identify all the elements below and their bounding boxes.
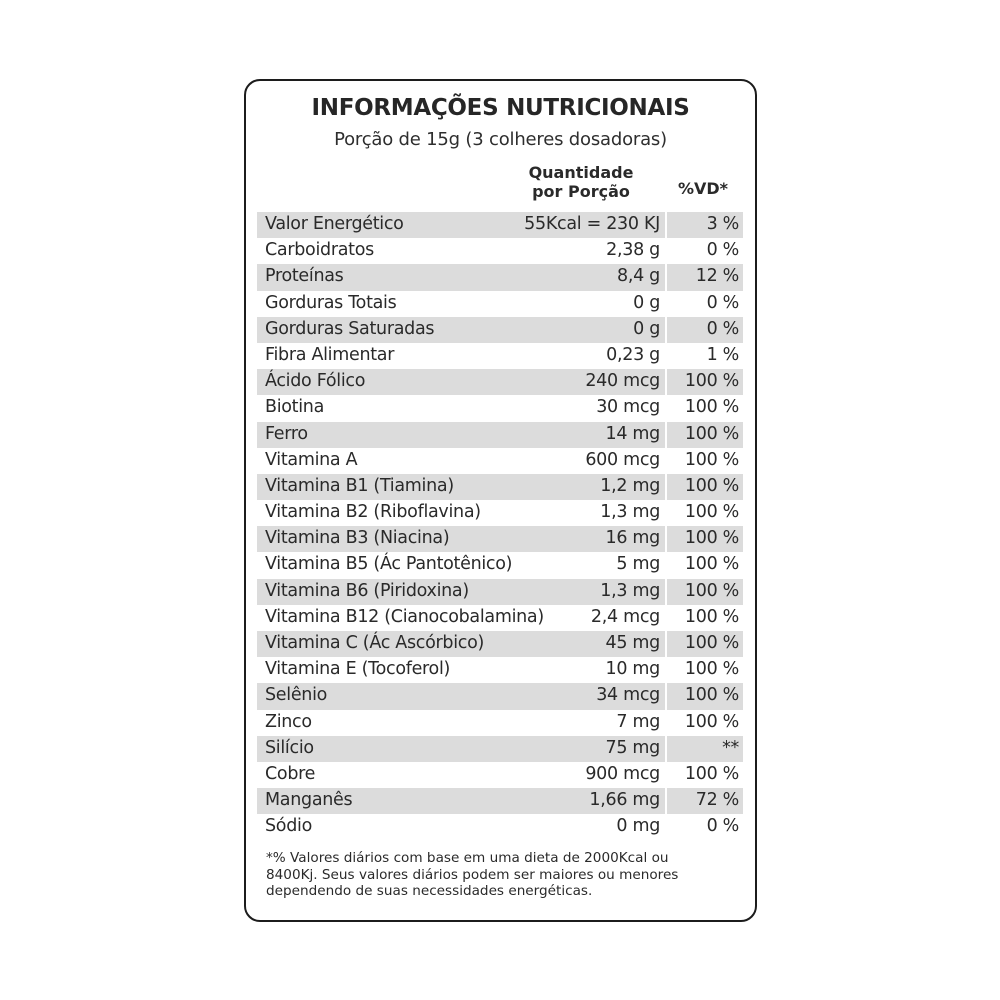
nutrient-name: Cobre [265, 763, 316, 784]
nutrient-name: Silício [265, 737, 314, 758]
nutrient-daily-value: 100 % [684, 475, 739, 496]
nutrient-daily-value: 0 % [706, 816, 739, 837]
table-row [257, 683, 743, 709]
column-divider [665, 631, 667, 657]
quantity-header-line2: por Porção [532, 182, 630, 201]
nutrient-quantity: 2,38 g [606, 240, 660, 261]
nutrient-name: Fibra Alimentar [265, 344, 395, 365]
nutrient-daily-value: 100 % [684, 502, 739, 523]
column-divider [665, 474, 667, 500]
nutrient-quantity: 0,23 g [606, 344, 660, 365]
nutrient-daily-value: 0 % [706, 318, 739, 339]
nutrient-quantity: 55Kcal = 230 KJ [524, 214, 660, 234]
column-divider [665, 788, 667, 814]
panel-title: INFORMAÇÕES NUTRICIONAIS [311, 95, 690, 121]
footnote-line: *% Valores diários com base em uma dieta de 2000Kcal ou [266, 850, 669, 866]
nutrient-quantity: 75 mg [605, 737, 660, 758]
column-divider [665, 343, 667, 369]
table-row [257, 631, 743, 657]
table-row [257, 552, 743, 578]
nutrient-name: Manganês [265, 790, 353, 811]
table-row [257, 500, 743, 526]
column-divider [665, 736, 667, 762]
nutrient-quantity: 2,4 mcg [590, 606, 660, 627]
column-divider [665, 683, 667, 709]
column-divider [665, 605, 667, 631]
nutrient-name: Biotina [265, 397, 325, 418]
table-row [257, 395, 743, 421]
table-row [257, 736, 743, 762]
table-row [257, 474, 743, 500]
table-row [257, 212, 743, 238]
nutrient-name: Vitamina B1 (Tiamina) [265, 475, 454, 496]
footnote-line: dependendo de suas necessidades energéticas. [266, 883, 593, 899]
column-divider [665, 500, 667, 526]
table-row [257, 369, 743, 395]
column-divider [665, 317, 667, 343]
nutrient-daily-value: 100 % [684, 763, 739, 784]
nutrient-quantity: 1,3 mg [600, 580, 660, 601]
column-divider [665, 395, 667, 421]
footnote-line: 8400Kj. Seus valores diários podem ser maiores ou menores [266, 866, 679, 883]
table-row [257, 238, 743, 264]
column-divider [665, 814, 667, 840]
nutrient-daily-value: 72 % [695, 790, 739, 811]
table-row [257, 343, 743, 369]
nutrient-daily-value: 1 % [706, 344, 739, 365]
nutrient-quantity: 0 mg [616, 816, 660, 837]
nutrient-daily-value: 3 % [706, 214, 739, 234]
nutrient-daily-value: 100 % [684, 528, 739, 549]
nutrient-daily-value: 100 % [684, 685, 739, 706]
column-divider [665, 212, 667, 238]
nutrient-daily-value: 0 % [706, 292, 739, 313]
table-row [257, 448, 743, 474]
nutrient-daily-value: 100 % [684, 397, 739, 418]
nutrient-daily-value: 100 % [684, 659, 739, 680]
nutrient-daily-value: 100 % [684, 371, 739, 392]
column-divider [665, 710, 667, 736]
nutrient-quantity: 34 mcg [596, 685, 660, 706]
column-divider [665, 657, 667, 683]
column-divider [665, 422, 667, 448]
nutrient-quantity: 900 mcg [585, 763, 660, 784]
column-divider [665, 238, 667, 264]
nutrient-quantity: 30 mcg [596, 397, 660, 418]
quantity-header-line1: Quantidade [528, 163, 634, 182]
nutrient-quantity: 600 mcg [585, 449, 660, 470]
nutrient-daily-value: 0 % [706, 240, 739, 261]
nutrient-quantity: 45 mg [605, 633, 660, 653]
nutrient-daily-value: 100 % [684, 580, 739, 601]
nutrient-name: Vitamina B2 (Riboflavina) [265, 502, 481, 523]
nutrient-quantity: 14 mg [605, 423, 660, 444]
table-row [257, 814, 743, 840]
column-divider [665, 264, 667, 290]
table-row [257, 526, 743, 552]
table-row [257, 657, 743, 683]
nutrient-quantity: 240 mcg [585, 371, 660, 392]
nutrient-name: Selênio [265, 685, 328, 706]
nutrient-name: Gorduras Saturadas [265, 318, 435, 339]
nutrient-quantity: 5 mg [616, 554, 660, 575]
nutrient-name: Vitamina C (Ác Ascórbico) [265, 633, 485, 653]
nutrient-name: Gorduras Totais [265, 292, 397, 313]
nutrient-name: Valor Energético [265, 214, 404, 234]
nutrient-name: Zinco [265, 711, 312, 732]
nutrient-name: Vitamina A [265, 449, 358, 470]
nutrient-name: Vitamina B6 (Piridoxina) [265, 580, 469, 601]
table-row [257, 605, 743, 631]
table-row [257, 291, 743, 317]
nutrient-quantity: 1,3 mg [600, 502, 660, 523]
column-divider [665, 762, 667, 788]
nutrient-daily-value: 100 % [684, 633, 739, 653]
nutrient-name: Carboidratos [265, 240, 374, 261]
column-divider [665, 579, 667, 605]
nutrient-name: Vitamina B12 (Cianocobalamina) [265, 606, 544, 627]
nutrient-daily-value: 100 % [684, 449, 739, 470]
nutrient-quantity: 1,66 mg [589, 790, 660, 811]
table-row [257, 710, 743, 736]
footnote [266, 850, 741, 900]
nutrient-name: Ácido Fólico [265, 371, 366, 392]
table-row [257, 317, 743, 343]
table-row [257, 579, 743, 605]
nutrient-daily-value: 100 % [684, 711, 739, 732]
column-divider [665, 526, 667, 552]
nutrient-quantity: 1,2 mg [600, 475, 660, 496]
nutrient-quantity: 0 g [633, 292, 660, 313]
nutrient-quantity: 10 mg [605, 659, 660, 680]
nutrient-quantity: 16 mg [605, 528, 660, 549]
quantity-column-header [516, 163, 646, 201]
column-divider [665, 448, 667, 474]
nutrient-name: Vitamina B5 (Ác Pantotênico) [265, 554, 513, 575]
column-divider [665, 369, 667, 395]
nutrient-name: Ferro [265, 423, 308, 444]
nutrient-daily-value: 12 % [695, 266, 739, 287]
table-row [257, 788, 743, 814]
portion-size: Porção de 15g (3 colheres dosadoras) [334, 129, 667, 150]
daily-value-column-header: %VD* [677, 179, 729, 198]
nutrient-name: Sódio [265, 816, 312, 837]
table-row [257, 264, 743, 290]
nutrient-daily-value: 100 % [684, 554, 739, 575]
column-divider [665, 552, 667, 578]
nutrient-daily-value: 100 % [684, 423, 739, 444]
column-divider [665, 291, 667, 317]
nutrient-name: Vitamina E (Tocoferol) [265, 659, 451, 680]
nutrient-quantity: 7 mg [616, 711, 660, 732]
nutrition-facts-panel [244, 79, 757, 922]
nutrient-name: Proteínas [265, 266, 344, 287]
nutrient-daily-value: 100 % [684, 606, 739, 627]
nutrient-quantity: 8,4 g [616, 266, 660, 287]
table-row [257, 422, 743, 448]
nutrient-daily-value: ** [722, 737, 739, 758]
nutrient-table [257, 212, 743, 841]
table-row [257, 762, 743, 788]
nutrient-quantity: 0 g [633, 318, 660, 339]
nutrient-name: Vitamina B3 (Niacina) [265, 528, 450, 549]
